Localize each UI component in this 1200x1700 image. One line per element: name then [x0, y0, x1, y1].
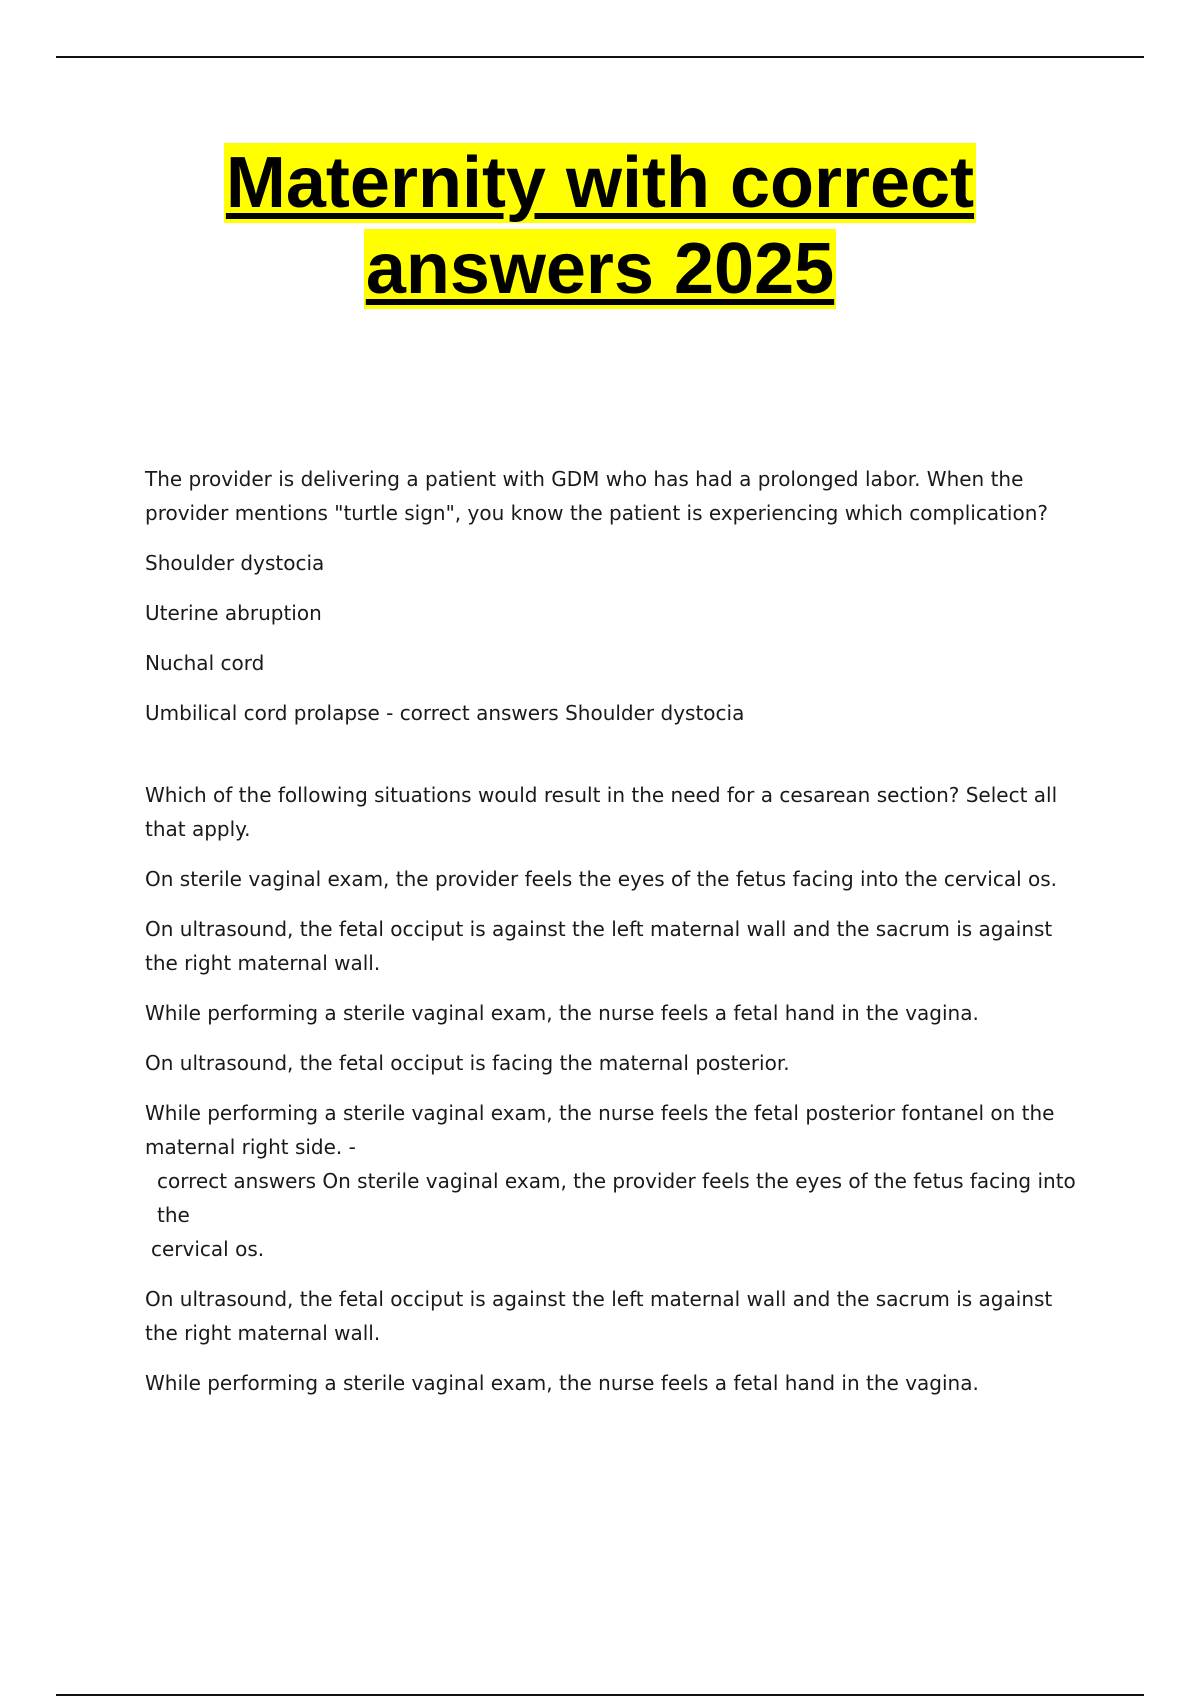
title-line-1: Maternity with correct [225, 143, 975, 223]
q2-option-2: On ultrasound, the fetal occiput is against the left maternal wall and the sacrum is against the right maternal wall. [145, 917, 1053, 975]
question-1: The provider is delivering a patient with GDM who has had a prolonged labor. When the provider mentions "turtle sign", you know the patient is experiencing which complication? [145, 467, 1049, 525]
q1-option-1: Shoulder dystocia [145, 551, 325, 575]
top-rule [56, 56, 1144, 58]
q2-answer-intro: correct answers On sterile vaginal exam, the provider feels the eyes of the fetus facing into the [157, 1169, 1076, 1227]
q2-option-3: While performing a sterile vaginal exam, the nurse feels a fetal hand in the vagina. [145, 1001, 979, 1025]
bottom-rule [56, 1694, 1144, 1696]
document-title [0, 140, 1200, 312]
q1-option-2: Uterine abruption [145, 601, 322, 625]
q2-answer-3: While performing a sterile vaginal exam, the nurse feels a fetal hand in the vagina. [145, 1371, 979, 1395]
q2-option-4: On ultrasound, the fetal occiput is facing the maternal posterior. [145, 1051, 790, 1075]
q2-answer-continued: cervical os. [151, 1237, 265, 1261]
q2-option-5: While performing a sterile vaginal exam, the nurse feels the fetal posterior fontanel on the maternal right side. - [145, 1101, 1055, 1159]
q1-option-3: Nuchal cord [145, 651, 265, 675]
question-spacer [145, 746, 1090, 778]
title-line-2: answers 2025 [365, 229, 835, 309]
q1-option-4-answer: Umbilical cord prolapse - correct answers Shoulder dystocia [145, 701, 745, 725]
document-body [145, 462, 1090, 1416]
question-2: Which of the following situations would result in the need for a cesarean section? Select all that apply. [145, 783, 1058, 841]
q2-answer-2: On ultrasound, the fetal occiput is against the left maternal wall and the sacrum is against the right maternal wall. [145, 1287, 1053, 1345]
q2-option-1: On sterile vaginal exam, the provider feels the eyes of the fetus facing into the cervical os. [145, 867, 1058, 891]
